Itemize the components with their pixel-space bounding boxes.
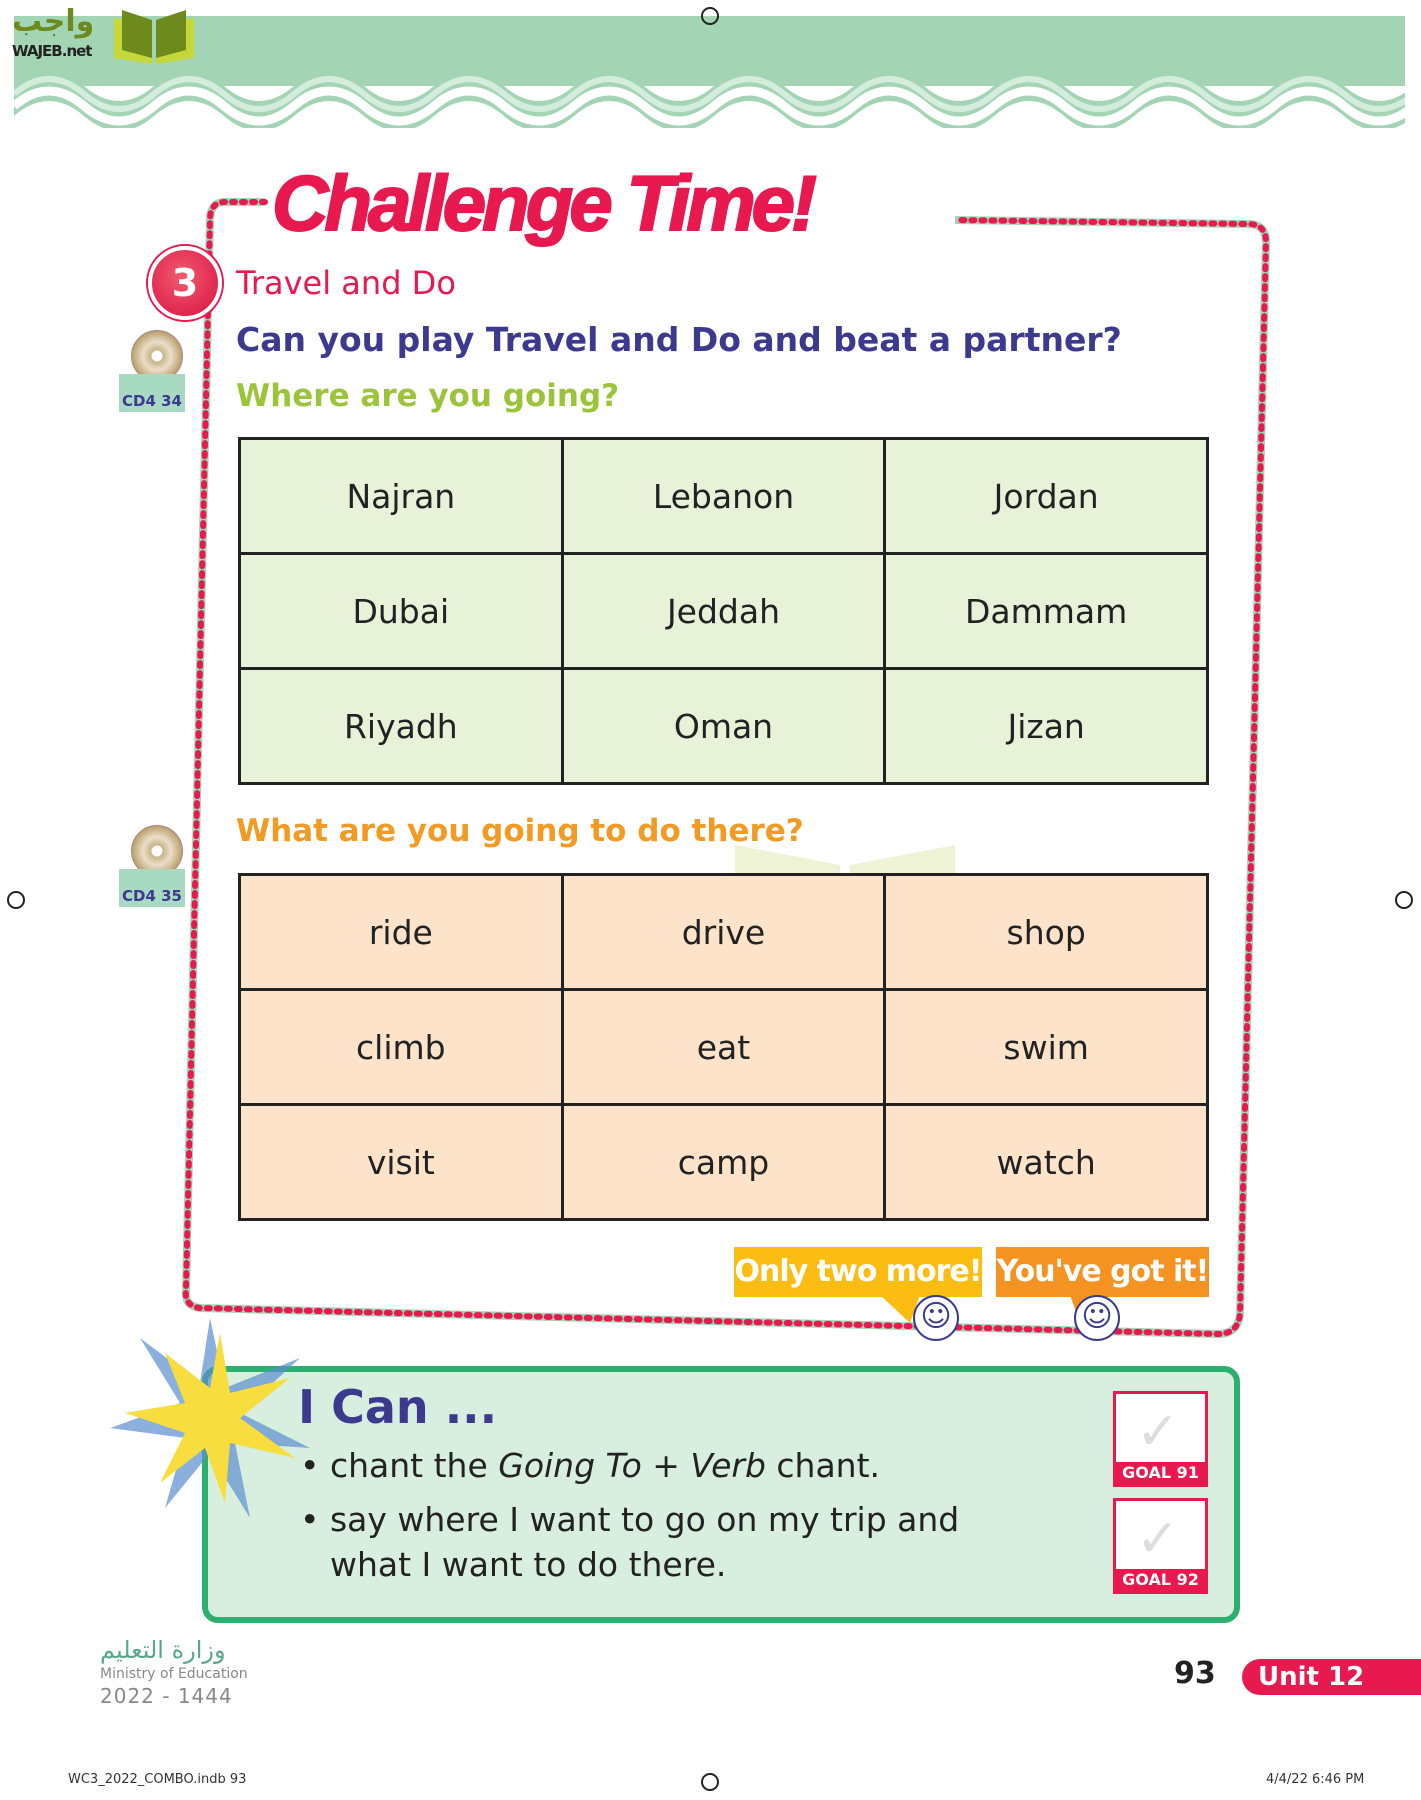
table-row	[240, 554, 1208, 669]
ministry-english: Ministry of Education	[100, 1666, 248, 1682]
actions-table	[238, 873, 1209, 1221]
places-heading: Where are you going?	[236, 378, 620, 414]
ministry-year: 2022 - 1444	[100, 1684, 233, 1708]
place-cell: Jeddah	[562, 554, 885, 669]
action-cell: visit	[240, 1105, 563, 1220]
table-row	[240, 669, 1208, 784]
place-cell: Najran	[240, 439, 563, 554]
header-wave-band	[14, 16, 1405, 128]
place-cell: Jizan	[885, 669, 1208, 784]
table-row	[240, 990, 1208, 1105]
ministry-logo	[100, 1636, 248, 1708]
action-cell: climb	[240, 990, 563, 1105]
action-cell: ride	[240, 875, 563, 990]
goal-label: GOAL 92	[1116, 1569, 1205, 1591]
action-cell: drive	[562, 875, 885, 990]
cd-audio-35[interactable]	[119, 825, 185, 907]
logo-latin: WAJEB.net	[12, 42, 92, 60]
place-cell: Lebanon	[562, 439, 885, 554]
checkmark-icon: ✓	[1136, 1402, 1180, 1462]
action-cell: camp	[562, 1105, 885, 1220]
action-cell: eat	[562, 990, 885, 1105]
goal-label: GOAL 91	[1116, 1462, 1205, 1484]
smiley-icon: ☺	[913, 1295, 959, 1341]
unit-label: Unit 12	[1242, 1659, 1421, 1695]
activity-name: Travel and Do	[236, 264, 456, 302]
goal-checkbox-92[interactable]	[1113, 1498, 1208, 1594]
goal-checkbox-91[interactable]	[1113, 1391, 1208, 1487]
wajeb-logo	[8, 4, 198, 66]
i-can-item-2: • say where I want to go on my trip and	[300, 1500, 960, 1539]
logo-arabic: واجب	[12, 4, 95, 39]
activity-number-badge: 3	[148, 246, 222, 320]
actions-heading: What are you going to do there?	[236, 813, 804, 849]
cd-label: CD4 35	[119, 869, 185, 907]
table-row	[240, 1105, 1208, 1220]
smiley-icon: ☺	[1074, 1295, 1120, 1341]
starburst-icon	[110, 1318, 310, 1518]
ministry-arabic: وزارة التعليم	[100, 1636, 226, 1664]
page-number: 93	[1174, 1656, 1216, 1691]
page-title: Challenge Time!	[272, 159, 814, 247]
cd-label: CD4 34	[119, 374, 185, 412]
action-cell: shop	[885, 875, 1208, 990]
place-cell: Oman	[562, 669, 885, 784]
place-cell: Dubai	[240, 554, 563, 669]
activity-question: Can you play Travel and Do and beat a partner?	[236, 320, 1122, 359]
i-can-item-2-cont: what I want to do there.	[330, 1545, 727, 1584]
place-cell: Jordan	[885, 439, 1208, 554]
place-cell: Riyadh	[240, 669, 563, 784]
checkmark-icon: ✓	[1136, 1509, 1180, 1569]
cd-audio-34[interactable]	[119, 330, 185, 412]
footer-date: 4/4/22 6:46 PM	[1266, 1772, 1365, 1787]
i-can-item-1: • chant the Going To + Verb chant.	[300, 1446, 881, 1485]
i-can-title: I Can ...	[298, 1380, 498, 1434]
bubble-youve-got-it: You've got it!	[996, 1247, 1209, 1297]
table-row	[240, 875, 1208, 990]
footer-file: WC3_2022_COMBO.indb 93	[68, 1772, 247, 1787]
places-table	[238, 437, 1209, 785]
book-icon	[112, 8, 196, 64]
action-cell: swim	[885, 990, 1208, 1105]
bubble-only-two-more: Only two more!	[734, 1247, 982, 1297]
table-row	[240, 439, 1208, 554]
action-cell: watch	[885, 1105, 1208, 1220]
place-cell: Dammam	[885, 554, 1208, 669]
